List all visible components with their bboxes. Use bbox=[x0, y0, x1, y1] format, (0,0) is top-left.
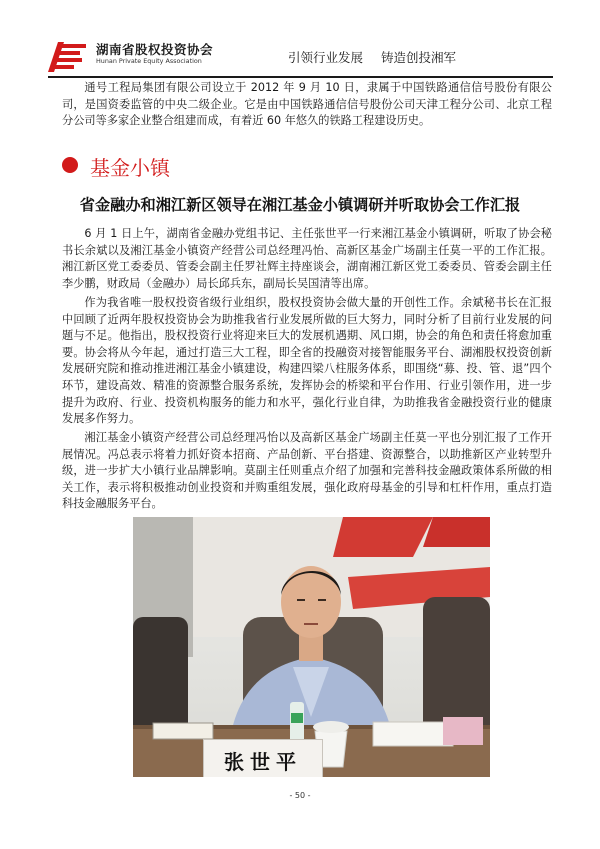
org-name-english: Hunan Private Equity Association bbox=[96, 57, 202, 65]
meeting-photo bbox=[133, 517, 490, 777]
article-paragraph-1: 6 月 1 日上午，湖南省金融办党组书记、主任张世平一行来湘江基金小镇调研，听取了协会秘书长余斌以及湘江基金小镇资产经营公司总经理冯怡、高新区基金广场副主任莫一平的工作汇报。湘江新区党工委委员、管委会副主任罗社辉主持座谈会，湖南湘江新区党工委委员、管委会副主任李少鹏，财政局（金融办）局长邱兵东，副局长吴国清等出席。 bbox=[62, 227, 552, 290]
article-paragraph-2: 作为我省唯一股权投资省级行业组织，股权投资协会做大量的开创性工作。余斌秘书长在汇报中回顾了近两年股权投资协会为助推我省行业发展所做的巨大努力，同时分析了目前行业发展的问题与不足。他指出，股权投资行业将迎来巨大的发展机遇期、风口期，协会的角色和责任将愈加重要。协会将从今年起，通过打造三大工程，即全省的投融资对接智能服务平台、湖湘股权投资创新发展研究院和推动推进湘江基金小镇建设，构建四梁八柱服务体系，即围绕“募、投、管、退”四个环节，建设高效、精准的资源整合服务系统，发挥协会的桥梁和平台作用、行业引领作用，进一步提升为政府、行业、投资机构服务的能力和水平，强化行业自律，为助推我省金融投资行业的健康发展多作努力。 bbox=[62, 296, 552, 426]
header-slogan: 引领行业发展 铸造创投湘军 bbox=[288, 50, 456, 65]
org-name: 湖南省股权投资协会 bbox=[96, 42, 214, 57]
section-title: 基金小镇 bbox=[90, 156, 170, 180]
meeting-scene-image bbox=[133, 517, 490, 777]
article-title: 省金融办和湘江新区领导在湘江基金小镇调研并听取协会工作汇报 bbox=[79, 196, 521, 214]
nameplate bbox=[203, 739, 323, 777]
page-number: - 50 - bbox=[289, 791, 311, 800]
intro-paragraph: 通号工程局集团有限公司设立于 2012 年 9 月 10 日，隶属于中国铁路通信信号股份有限公司，是国资委监管的中央二级企业。它是由中国铁路通信信号股份公司天津工程分公司、北京工程分公司等多家企业整合组建而成，有着近 60 年悠久的铁路工程建设历史。 bbox=[62, 81, 552, 128]
header-divider bbox=[48, 76, 553, 78]
nameplate-text: 张世平 bbox=[224, 750, 302, 774]
bullet-dot-icon bbox=[62, 157, 78, 173]
association-logo-icon bbox=[48, 42, 88, 72]
article-paragraph-3: 湘江基金小镇资产经营公司总经理冯怡以及高新区基金广场副主任莫一平也分别汇报了工作开展情况。冯总表示将着力抓好资本招商、产品创新、平台搭建、资源整合，以助推新区产业转型升级，进一步扩大小镇行业品牌影响。莫副主任则重点介绍了加强和完善科技金融政策体系所做的相关工作，表示将积极推动创业投资和并购重组发展，强化政府母基金的引导和杠杆作用，重点打造科技金融服务平台。 bbox=[62, 431, 552, 511]
page-header bbox=[0, 0, 600, 76]
